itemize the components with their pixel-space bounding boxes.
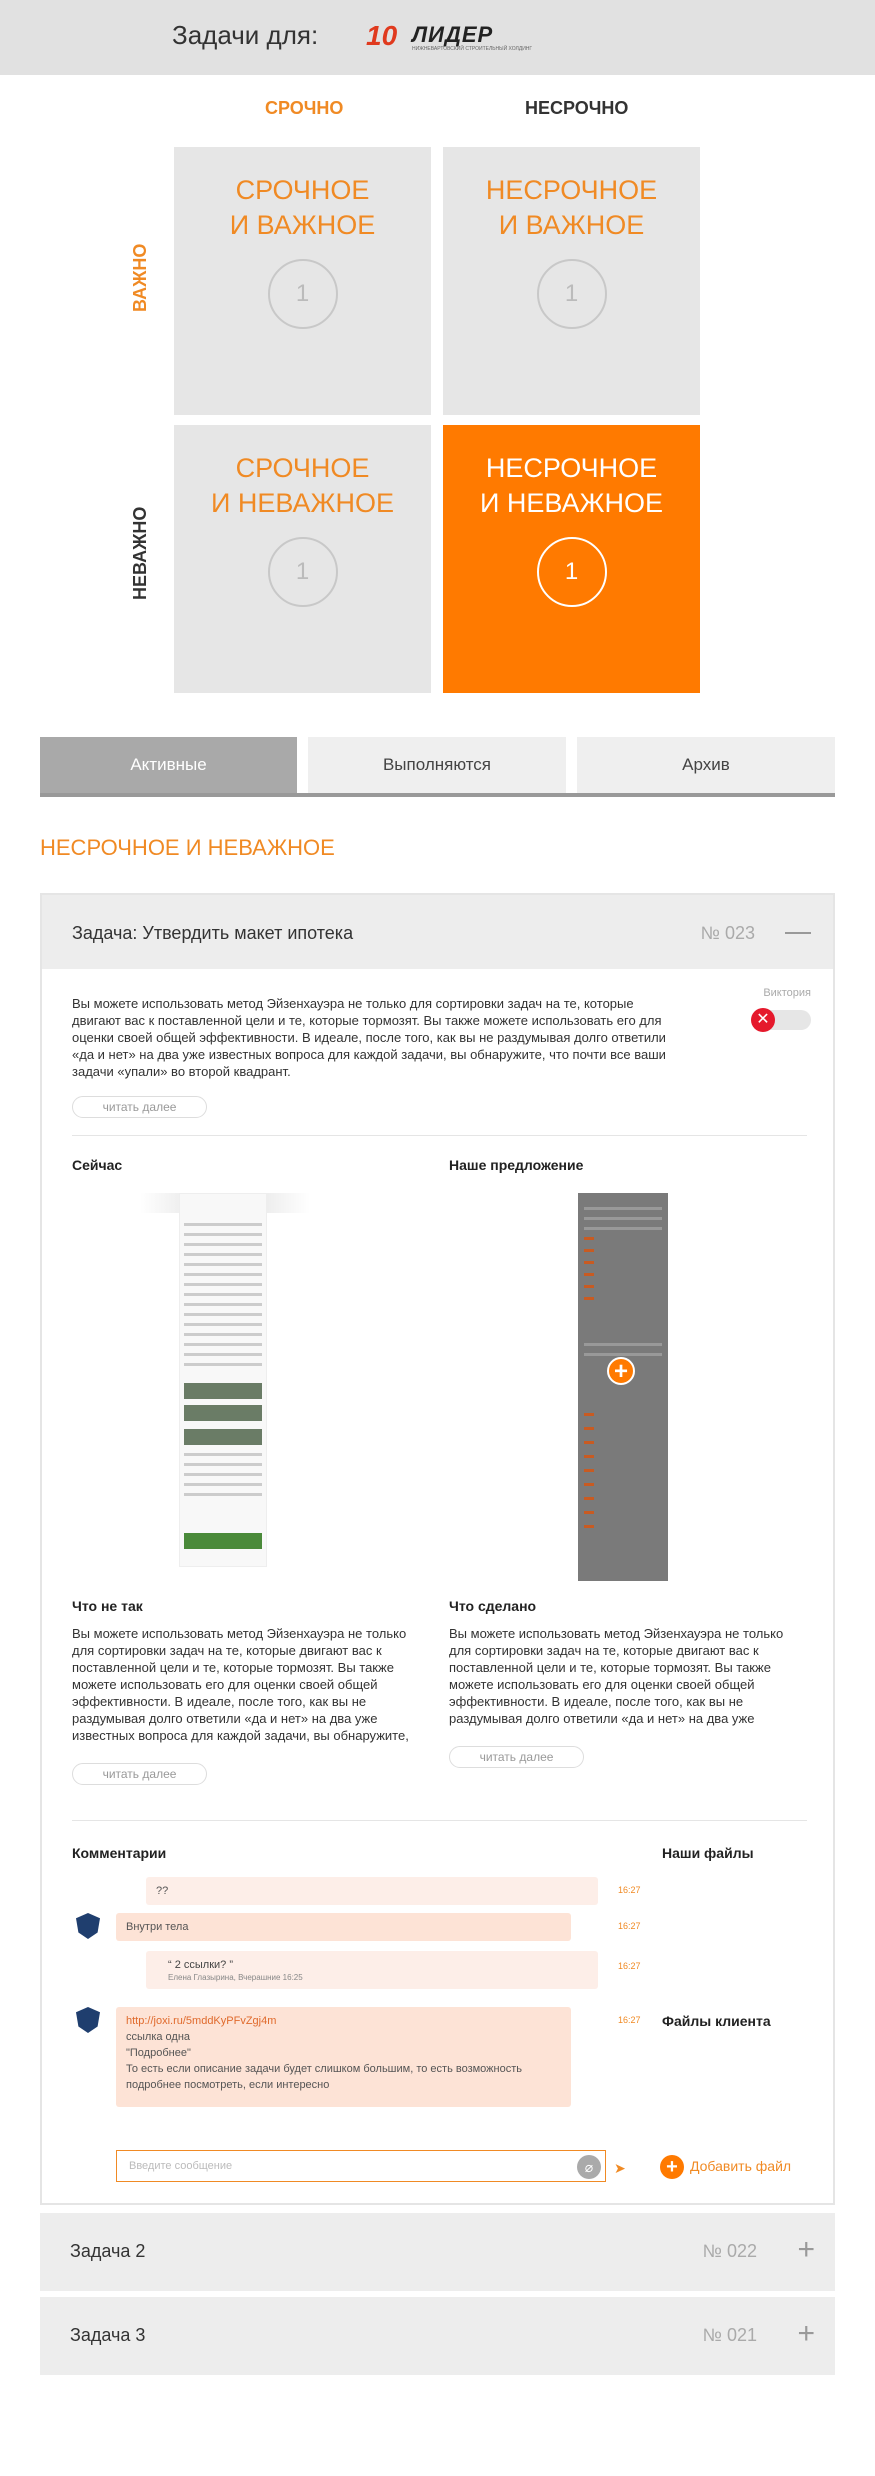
client-files-label: Файлы клиента bbox=[662, 2013, 771, 2029]
row-not-important: НЕВАЖНО bbox=[130, 506, 150, 600]
quadrant-count: 1 bbox=[537, 259, 607, 329]
task-title: Задача 2 bbox=[70, 2241, 146, 2261]
task-number: № 022 bbox=[702, 2241, 757, 2261]
top-bar bbox=[0, 0, 875, 75]
quadrant-title: И ВАЖНОЕ bbox=[229, 210, 376, 240]
section-title: НЕСРОЧНОЕ И НЕВАЖНОЕ bbox=[40, 835, 335, 860]
tab-archive[interactable]: Архив bbox=[577, 737, 835, 793]
divider bbox=[72, 1135, 807, 1136]
quadrant-urgent-not-important[interactable] bbox=[174, 425, 431, 693]
tab-in-progress[interactable]: Выполняются bbox=[308, 737, 566, 793]
avatar bbox=[76, 2007, 100, 2033]
what-wrong-text: Вы можете использовать метод Эйзенхауэра не только для сортировки задач на те, которые двигают вас к поставленной цели и те, которые тормозят. Вы также можете использовать его для оценки своей общей эффективности. В идеале, после того, как вы не раздумывая долго ответили «да и нет» на два уже известных вопроса для каждой задачи, вы обнаружите, bbox=[72, 1626, 409, 1743]
expand-icon[interactable]: + bbox=[797, 2317, 815, 2350]
comment-time: 16:27 bbox=[618, 1961, 641, 1971]
comment-bubble bbox=[116, 2007, 571, 2107]
comment-line: "Подробнее" bbox=[126, 2047, 191, 2059]
task-header[interactable] bbox=[42, 895, 833, 969]
quadrant-title: И НЕВАЖНОЕ bbox=[480, 488, 663, 518]
comment-line: подробнее посмотреть, если интересно bbox=[126, 2079, 330, 2091]
zoom-plus-icon[interactable]: + bbox=[607, 1357, 635, 1385]
collapse-icon[interactable] bbox=[785, 932, 811, 934]
status-tabs bbox=[40, 737, 835, 797]
attach-icon[interactable]: ⌀ bbox=[577, 2155, 601, 2179]
quadrant-title: НЕСРОЧНОЕ bbox=[485, 175, 658, 205]
what-wrong-label: Что не так bbox=[72, 1598, 143, 1614]
avatar bbox=[76, 1913, 100, 1939]
comment-bubble: Внутри тела bbox=[116, 1913, 571, 1941]
send-icon[interactable]: ➤ bbox=[614, 2160, 626, 2176]
expand-icon[interactable]: + bbox=[797, 2233, 815, 2266]
quadrant-not-urgent-important[interactable] bbox=[443, 147, 700, 415]
comment-time: 16:27 bbox=[618, 1885, 641, 1895]
quote-meta: Елена Глазырина, Вчерашние 16:25 bbox=[168, 1973, 303, 1982]
company-logo[interactable] bbox=[366, 20, 533, 54]
proposal-label: Наше предложение bbox=[449, 1157, 584, 1173]
close-icon: ✕ bbox=[751, 1008, 775, 1032]
logo-name: ЛИДЕР bbox=[412, 22, 494, 47]
what-done-label: Что сделано bbox=[449, 1598, 537, 1614]
comment-time: 16:27 bbox=[618, 1921, 641, 1931]
current-screenshot[interactable] bbox=[140, 1193, 310, 1567]
quadrant-count: 1 bbox=[268, 537, 338, 607]
quadrant-title: НЕСРОЧНОЕ bbox=[485, 453, 658, 483]
message-input[interactable]: Введите сообщение ⌀ bbox=[116, 2150, 606, 2182]
task-title: Задача: Утвердить макет ипотека bbox=[72, 923, 354, 943]
comment-line: То есть если описание задачи будет слишком большим, то есть возможность bbox=[126, 2063, 522, 2075]
read-more-button[interactable]: читать далее bbox=[72, 1096, 207, 1118]
task-title: Задача 3 bbox=[70, 2325, 146, 2345]
quadrant-title: И ВАЖНОЕ bbox=[498, 210, 645, 240]
tab-active[interactable]: Активные bbox=[40, 737, 297, 793]
logo-subtitle: НИЖНЕВАРТОВСКИЙ СТРОИТЕЛЬНЫЙ ХОЛДИНГ bbox=[412, 46, 533, 52]
proposal-screenshot[interactable] bbox=[578, 1193, 668, 1581]
comment-time: 16:27 bbox=[618, 2015, 641, 2025]
row-important: ВАЖНО bbox=[130, 243, 150, 312]
quadrant-urgent-important[interactable] bbox=[174, 147, 431, 415]
now-label: Сейчас bbox=[72, 1157, 123, 1173]
read-more-button[interactable]: читать далее bbox=[449, 1746, 584, 1768]
column-not-urgent: НЕСРОЧНО bbox=[525, 98, 629, 118]
quadrant-count: 1 bbox=[537, 537, 607, 607]
assignee-name: Виктория bbox=[763, 987, 811, 999]
add-icon: + bbox=[660, 2155, 684, 2179]
divider bbox=[72, 1820, 807, 1821]
task-card bbox=[40, 893, 835, 2205]
comment-line: ссылка одна bbox=[126, 2031, 191, 2043]
task-row[interactable] bbox=[40, 2297, 835, 2375]
task-number: № 021 bbox=[702, 2325, 757, 2345]
task-description: Вы можете использовать метод Эйзенхауэра не только для сортировки задач на те, которые двигают вас к поставленной цели и те, которые тормозят. Вы также можете использовать его для оценки своей общей эффективности. В идеале, после того, как вы не раздумывая долго ответили «да и нет» на два уже известных вопроса для каждой задачи, вы обнаружите, что почти все ваши задачи «упали» во второй квадрант. bbox=[72, 996, 666, 1079]
read-more-button[interactable]: читать далее bbox=[72, 1763, 207, 1785]
comments-label: Комментарии bbox=[72, 1845, 167, 1861]
quadrant-title: И НЕВАЖНОЕ bbox=[211, 488, 394, 518]
quoted-text: “ 2 ссылки? ” bbox=[168, 1959, 234, 1971]
column-urgent: СРОЧНО bbox=[265, 98, 344, 118]
quadrant-title: СРОЧНОЕ bbox=[235, 453, 370, 483]
add-file-button[interactable]: + Добавить файл bbox=[660, 2153, 791, 2179]
task-row[interactable] bbox=[40, 2213, 835, 2291]
quadrant-count: 1 bbox=[268, 259, 338, 329]
logo-number: 10 bbox=[366, 20, 398, 51]
quadrant-not-urgent-not-important[interactable] bbox=[443, 425, 700, 693]
quadrant-title: СРОЧНОЕ bbox=[235, 175, 370, 205]
comment-link[interactable]: http://joxi.ru/5mddKyPFvZgj4m bbox=[126, 2015, 277, 2027]
page-title: Задачи для: bbox=[172, 20, 319, 50]
comment-bubble bbox=[146, 1951, 598, 1989]
our-files-label: Наши файлы bbox=[662, 1845, 754, 1861]
what-done-text: Вы можете использовать метод Эйзенхауэра не только для сортировки задач на те, которые двигают вас к поставленной цели и те, которые тормозят. Вы также можете использовать его для оценки своей общей эффективности. В идеале, после того, как вы не раздумывая долго ответили «да и нет» на два уже bbox=[449, 1626, 784, 1726]
comment-bubble: ?? bbox=[146, 1877, 598, 1905]
task-number: № 023 bbox=[700, 923, 755, 943]
assignee-toggle[interactable] bbox=[753, 1010, 811, 1030]
